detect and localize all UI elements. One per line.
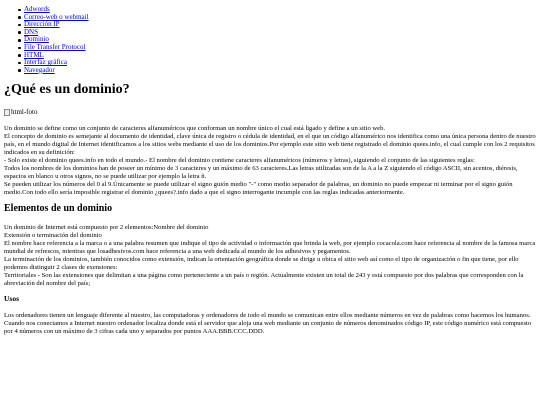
nav-link-ftp[interactable]: File Transfer Protocol [24, 42, 86, 51]
intro-line: Todos los nombres de los dominios han de poseer un mínimo de 3 caracteres y un máximo de 63 caracteres.Las letras utilizadas son de la A a la Z siguiendo el código ASCII, sin acentos, diéresis, espacios en blanco u otros signos, no se puede utilizar por ejemplo la letra ñ. [4, 165, 518, 181]
subsection-title: Usos [4, 294, 20, 304]
nav-item-ip [20, 21, 536, 29]
nav-list [20, 6, 536, 74]
intro-line: - Solo existe el dominio quees.info en todo el mundo.- El nombre del dominio contiene caracteres alfanuméricos (números y letras), siguiendo el conjunto de las siguientes reglas: [4, 157, 475, 165]
usos-text [4, 312, 536, 336]
usos-line: Los ordenadores tienen un lenguaje diferente al nuestro, las computadoras y ordenadores de todo el mundo se comunican entre ellos mediante números en vez de palabras como hacemos los humanos. [4, 312, 531, 320]
nav-link-navegador[interactable]: Navegador [24, 65, 55, 74]
broken-image-icon [4, 109, 10, 116]
nav-item-dominio [20, 36, 536, 44]
nav-link-interfaz[interactable]: Interfaz gráfica [24, 58, 67, 67]
usos-line: Cuando nos conectamos a Internet nuestro ordenador localiza donde está el servidor que aloja una web mediante un conjunto de números denominados código IP, este código numérico está compuesto por 4 números con un máximo de 3 cifras cada uno y separados por puntos AAA.BBB.CCC.DDD. [4, 320, 532, 336]
nav-item-adwords [20, 6, 536, 14]
nav-link-dominio[interactable]: Dominio [24, 35, 49, 44]
nav-link-dns[interactable]: DNS [24, 27, 39, 36]
elements-line: Extensión o terminación del dominio [4, 232, 102, 240]
nav-item-navegador [20, 67, 536, 75]
intro-line: Se pueden utilizar los números del 0 al 9.Únicamente se puede utilizar el signo guión medio "-" como medio separador de palabras, un dominio no puede empezar ni terminar por el signo guión medio.Con todo ello sería imposible registrar el dominio ¿quees?.info dado a que el signo interrogante incumple con las reglas indicadas anteriormente. [4, 181, 513, 197]
elements-line: Territoriales - Son las extensiones que delimitan a una página como perteneciente a un país o región. Actualmente existen un total de 243 y está compuesto por dos palabras que corresponden con la abreviación del nombre del país; [4, 272, 524, 288]
nav-link-webmail[interactable]: Correo-web o webmail [24, 12, 89, 21]
nav-item-ftp [20, 44, 536, 52]
elements-text [4, 224, 536, 288]
intro-line: Un dominio se define como un conjunto de caracteres alfanuméricos que conforman un nombre único el cual está ligado y define a un sitio web. [4, 125, 386, 133]
page-title: ¿Qué es un dominio? [4, 82, 130, 98]
nav-item-webmail [20, 14, 536, 22]
elements-line: El nombre hace referencia a la marca o a una palabra resumen que indique el tipo de actividad o información que brinda la web, por ejemplo cocacola.com hace referencia al nombre de la famosa marca mundial de refrescos, mientras que losadhesivos.com hace referencia a una web dedicada al mundo de los adhesivos y pegamentos. [4, 240, 536, 256]
elements-line: La terminación de los dominios, también conocidos como extensión, indican la orientación geográfica donde se dirige u obica el sitio web así como el tipo de organización o fin que tiene, por ello podemos distinguir 2 clases de exensiones: [4, 256, 519, 272]
section-title: Elementos de un dominio [4, 203, 113, 215]
nav-link-html[interactable]: HTML [24, 50, 44, 59]
nav-item-html [20, 52, 536, 60]
intro-line: El concepto de dominio es semejante al documento de identidad, clave única de registro o cédula de identidad, en el que un código alfanumérico nos identifica como una única persona dentro de nuestro país, en el mundo digital de Internet identificamos a los sitios webs mediante el uso de los dominios.Por ejemplo este sitio web tiene registrado el dominio quees.info, el cual cumple con los 2 requisitos indicados en su definición: [4, 133, 536, 157]
image-alt-text: html-foto [11, 108, 38, 117]
broken-image [4, 108, 536, 117]
elements-line: Un dominio de Internet está compuesto por 2 elementos:Nombre del dominio [4, 224, 209, 232]
nav-item-dns [20, 29, 536, 37]
nav-link-ip[interactable]: Dirección IP [24, 20, 60, 29]
intro-text [4, 125, 536, 197]
nav-item-interfaz [20, 59, 536, 67]
nav-link-adwords[interactable]: Adwords [24, 5, 50, 13]
